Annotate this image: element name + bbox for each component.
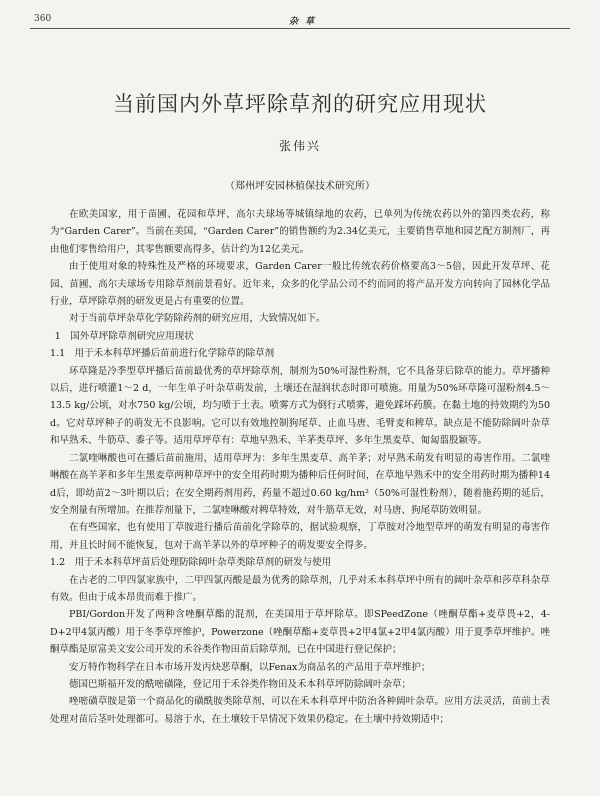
body-paragraph: 唑嘧磺草胺是第一个商品化的磺酰胺类除草剂，可以在禾本科草坪中防治各种阔叶杂草。应用方法灵活，苗前土表处理对苗后茎叶处理都可。易溶于水，在土壤较干旱情况下效果仍稳定。在土壤中持效期适中； xyxy=(50,696,550,725)
article-title: 当前国内外草坪除草剂的研究应用现状 xyxy=(113,92,487,116)
intro-paragraph: 在欧美国家，用于苗圃、花园和草坪、高尔夫球场等城镇绿地的农药，已单列为传统农药以外的第四类农药，称为“Garden Carer”。当前在美国，“Garden Carer”的销售额约为2.34亿美元，主要销售草地和园艺配方制剂厂，再由他们零售给用户，其零售额要高得多，估计约为12亿美元。 xyxy=(50,209,550,255)
body-paragraph: 在有些国家，也有使用丁草胺进行播后苗前化学除草的，据试验观察，丁草胺对冷地型草坪的萌发有明显的毒害作用，并且长时间不能恢复，包对于高羊茅以外的草坪种子的萌发要安全得多。 xyxy=(50,522,550,551)
body-paragraph: 德国巴斯福开发的酰嘧磺隆，登记用于禾谷类作物田及禾本科草坪防除阔叶杂草； xyxy=(69,678,412,690)
subsection-heading: 1.1 用于禾本科草坪播后苗前进行化学除草的除草剂 xyxy=(50,348,275,360)
header-rule xyxy=(30,28,570,29)
subsection-heading: 1.2 用于禾本科草坪苗后处理防除阔叶杂草类除草剂的研发与使用 xyxy=(50,557,332,569)
page-number: 360 xyxy=(34,14,52,24)
section-heading: 1 国外草坪除草剂研究应用现状 xyxy=(54,330,194,342)
body-paragraph: 二氯喹啉酸也可在播后苗前施用，适用草坪为：多年生黑麦草、高羊茅；对早熟禾萌发有明显的毒害作用。二氯喹啉酸在高羊茅和多年生黑麦草两种草坪中的安全用药时期为播种后任何时间，在草地早熟禾中的安全用药时期为播种14 d后，即幼苗2～3叶期以后；在安全期药剂用药，药量不超过0.60 kg/hm²（50%可湿性粉剂），随着施药期的延后，安全剂量有所增加。在推荐剂量下，二氯喹啉酸对稗草特效，对牛筋草无效，对马唐、狗尾草防效明显。 xyxy=(50,452,550,516)
body-paragraph: PBI/Gordon开发了两种含唑酮草酯的混剂，在美国用于草坪除草。即SPeedZone（唑酮草酯+麦草畏+2，4-D+2甲4氯丙酸）用于冬季草坪维护，Powerzone（唑酮草酯+麦草畏+2甲4氯+2甲4氯丙酸）用于夏季草坪维护。唑酮草酯是原富美文安公司开发的禾谷类作物田苗后除草剂，已在中国进行登记保护； xyxy=(50,609,550,656)
journal-name: 杂 草 xyxy=(289,17,317,27)
article-author: 张伟兴 xyxy=(278,139,321,153)
article-body xyxy=(50,206,550,728)
intro-paragraph: 由于使用对象的特殊性及严格的环境要求，Garden Carer一般比传统农药价格要高3～5倍，因此开发草坪、花园、苗圃、高尔夫球场专用除草剂前景看好。近年来，众多的化学品公司不约而同的将产品开发方向转向了园林化学品行业，草坪除草剂的研发更是占有重要的位置。 xyxy=(50,261,550,308)
body-paragraph: 安万特作物科学在日本市场开发丙炔恶草酮，以Fenax为商品名的产品用于草坪维护； xyxy=(69,661,431,673)
body-paragraph: 环草隆是冷季型草坪播后苗前最优秀的草坪除草剂，制剂为50%可湿性粉剂，它不具备芽后除草的能力。草坪播种以后，进行喷灌1～2 d，一年生单子叶杂草萌发前，土壤还在湿润状态时即可喷施。用量为50%环草隆可湿粉剂4.5～13.5 kg/公顷，对水750 kg/公顷，均匀喷于土表。喷雾方式为倒行式喷雾，避免踩坏药膜。在黏土地的持效期约为50 d。它对草坪种子的萌发无不良影响。它可以有效地控制狗尾草、止血马唐、毛臂麦和稗草。缺点是不能防除阔叶杂草和早熟禾、牛筋草、黍子等。适用草坪草有：草地早熟禾、羊茅类草坪、多年生黑麦草、匍匐翦股颖等。 xyxy=(50,365,550,447)
body-paragraph: 在古老的二甲四氯家族中，二甲四氯丙酸是最为优秀的除草剂，几乎对禾本科草坪中所有的阔叶杂草和莎草科杂草有效。但由于成本昂贵而难于推广。 xyxy=(50,574,550,603)
author-affiliation: （郑州坪安园林植保技术研究所） xyxy=(225,181,375,192)
intro-paragraph: 对于当前草坪杂草化学防除药剂的研究应用，大致情况如下。 xyxy=(69,313,326,325)
